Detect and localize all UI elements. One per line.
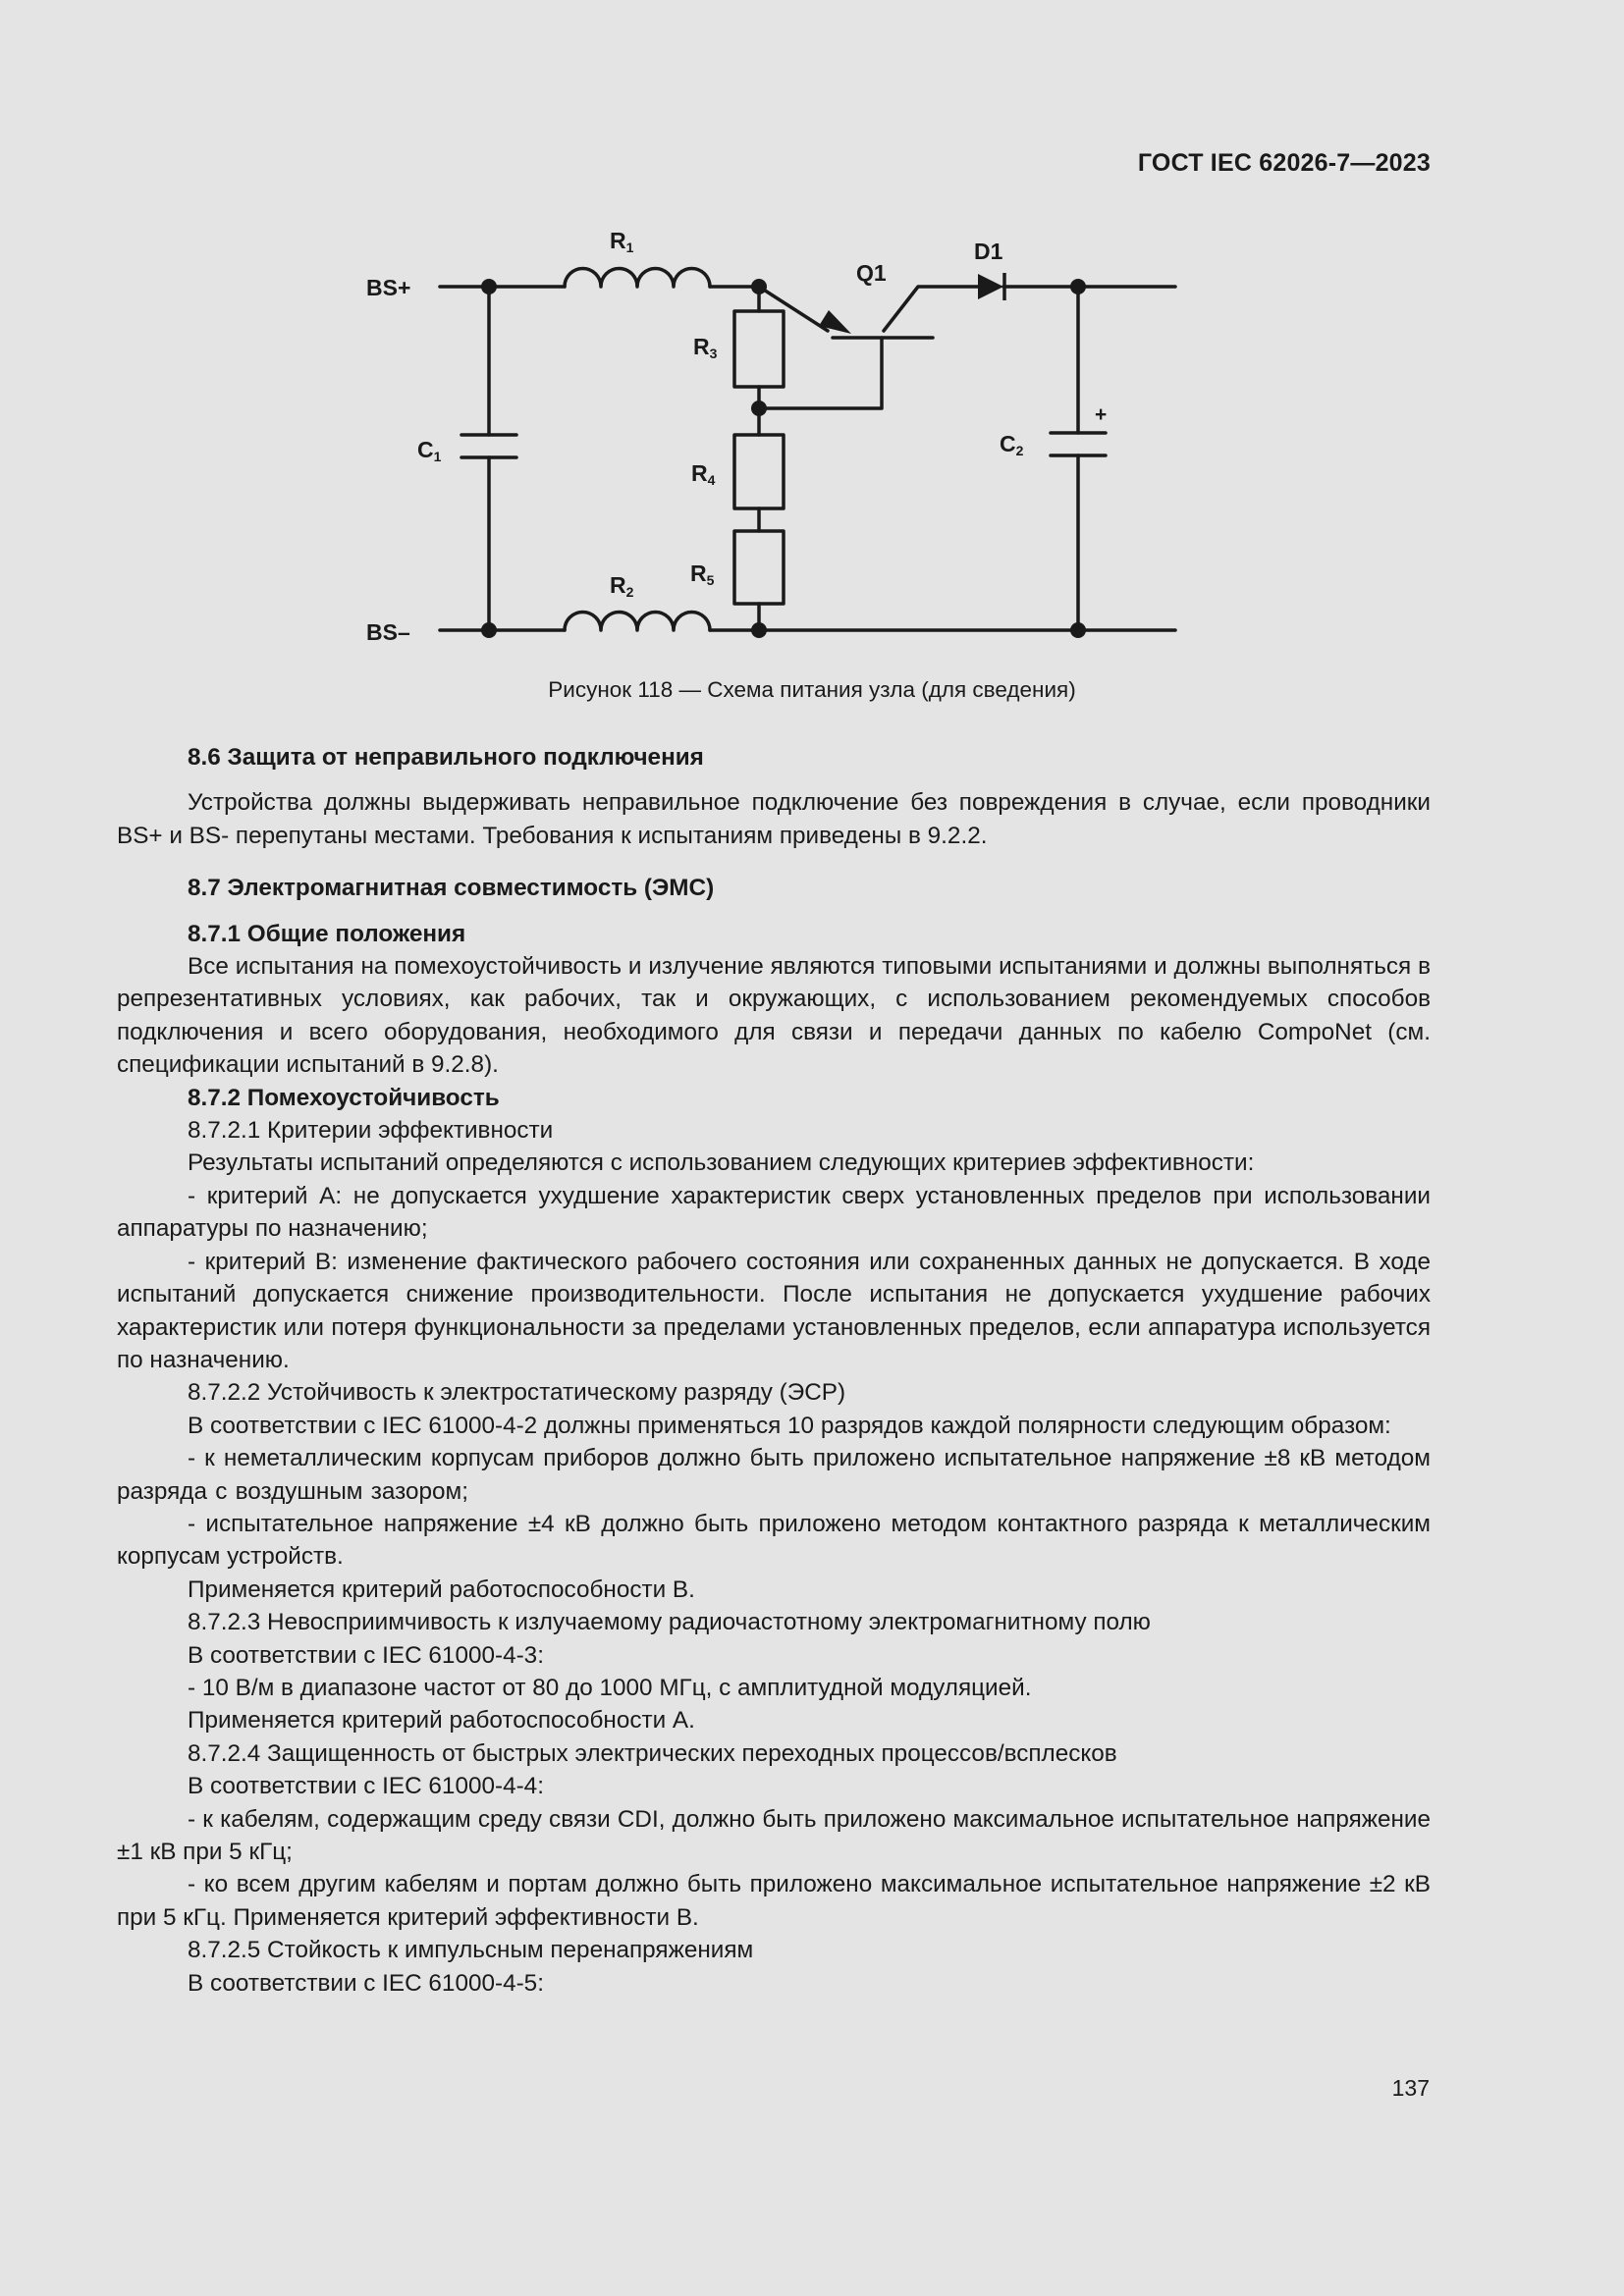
junction-dot: [1070, 279, 1086, 294]
circuit-schematic: [353, 226, 1188, 658]
list-item: - испытательное напряжение ±4 кВ должно быть приложено методом контактного разряда к металлическим корпусам устройств.: [117, 1510, 1431, 1571]
label-d1: D1: [974, 239, 1003, 264]
junction-dot: [751, 400, 767, 416]
list-item: - критерий А: не допускается ухудшение характеристик сверх установленных пределов при использовании аппаратуры по назначению;: [117, 1182, 1431, 1243]
junction-dot: [481, 279, 497, 294]
subheading-8-7-2-3: 8.7.2.3 Невосприимчивость к излучаемому радиочастотному электромагнитному полю: [188, 1609, 1151, 1636]
label-r4: R4: [691, 460, 716, 488]
junction-dot: [751, 279, 767, 294]
capacitor-c1: [461, 435, 516, 457]
paragraph: Применяется критерий работоспособности В.: [188, 1575, 695, 1603]
heading-8-6: 8.6 Защита от неправильного подключения: [188, 744, 704, 771]
label-r5: R5: [690, 561, 715, 588]
list-item: - к неметаллическим корпусам приборов должно быть приложено испытательное напряжение ±8 кВ методом разряда с воздушным зазором;: [117, 1445, 1431, 1505]
wire-collector: [884, 287, 982, 331]
label-polarity-plus: +: [1095, 403, 1108, 426]
subheading-8-7-2-5: 8.7.2.5 Стойкость к импульсным перенапряжениям: [188, 1937, 754, 1964]
wire-base: [759, 338, 882, 408]
list-item: - ко всем другим кабелям и портам должно быть приложено максимальное испытательное напряжение ±2 кВ при 5 кГц. Применяется критерий эффективности В.: [117, 1871, 1431, 1931]
wire-top-mid: [710, 287, 828, 331]
resistor-r3: [734, 311, 784, 387]
paragraph: Результаты испытаний определяются с использованием следующих критериев эффективности:: [188, 1149, 1255, 1177]
label-bs-plus: BS+: [366, 275, 411, 300]
label-c2: C2: [1000, 431, 1024, 458]
label-bs-minus: BS–: [366, 619, 410, 645]
page-number: 137: [1391, 2075, 1430, 2101]
standard-header: ГОСТ IEC 62026-7—2023: [1137, 149, 1431, 177]
paragraph: В соответствии с IEC 61000-4-2 должны применяться 10 разрядов каждой полярности следующим образом:: [188, 1412, 1391, 1439]
figure-caption: Рисунок 118 — Схема питания узла (для сведения): [548, 677, 1076, 702]
diode-d1: [978, 274, 1003, 299]
heading-8-7: 8.7 Электромагнитная совместимость (ЭМС): [188, 875, 715, 902]
paragraph: Применяется критерий работоспособности А.: [188, 1707, 695, 1735]
document-body: [117, 741, 1431, 2000]
paragraph: В соответствии с IEC 61000-4-3:: [188, 1641, 544, 1669]
junction-dot: [751, 622, 767, 638]
inductor-r2: [565, 613, 710, 630]
label-q1: Q1: [856, 260, 887, 286]
paragraph: Все испытания на помехоустойчивость и излучение являются типовыми испытаниями и должны выполняться в репрезентативных условиях, как рабочих, так и окружающих, с использованием рекомендуемых способов подключения и всего оборудования, необходимого для связи и передачи данных по кабелю CompoNet (см. спецификации испытаний в 9.2.8).: [117, 953, 1431, 1079]
label-r3: R3: [693, 334, 718, 361]
junction-dot: [1070, 622, 1086, 638]
paragraph: Устройства должны выдерживать неправильное подключение без повреждения в случае, если проводники BS+ и BS- перепутаны местами. Требования к испытаниям приведены в 9.2.2.: [117, 789, 1431, 849]
list-item: - критерий В: изменение фактического рабочего состояния или сохраненных данных не допускается. В ходе испытаний допускается снижение производительности. После испытания не допускается ухудшение рабочих характеристик или потеря функциональности за пределами установленных пределов, если аппаратура используется по назначению.: [117, 1248, 1431, 1373]
circuit-diagram: [353, 226, 1188, 658]
heading-8-7-1: 8.7.1 Общие положения: [188, 920, 466, 947]
label-c1: C1: [417, 437, 442, 464]
junction-dot: [481, 622, 497, 638]
list-item: - к кабелям, содержащим среду связи CDI, должно быть приложено максимальное испытательное напряжение ±1 кВ при 5 кГц;: [117, 1805, 1431, 1865]
heading-8-7-2: 8.7.2 Помехоустойчивость: [188, 1084, 500, 1111]
inductor-r1: [565, 269, 710, 288]
resistor-r4: [734, 435, 784, 508]
subheading-8-7-2-4: 8.7.2.4 Защищенность от быстрых электрических переходных процессов/всплесков: [188, 1739, 1117, 1767]
resistor-r5: [734, 531, 784, 604]
subheading-8-7-2-1: 8.7.2.1 Критерии эффективности: [188, 1117, 554, 1145]
list-item: - 10 В/м в диапазоне частот от 80 до 1000 МГц, с амплитудной модуляцией.: [188, 1674, 1032, 1701]
paragraph: В соответствии с IEC 61000-4-4:: [188, 1773, 544, 1800]
label-r2: R2: [610, 572, 634, 600]
paragraph: В соответствии с IEC 61000-4-5:: [188, 1969, 544, 1997]
capacitor-c2: [1051, 433, 1106, 455]
label-r1: R1: [610, 228, 634, 255]
subheading-8-7-2-2: 8.7.2.2 Устойчивость к электростатическому разряду (ЭСР): [188, 1379, 846, 1407]
